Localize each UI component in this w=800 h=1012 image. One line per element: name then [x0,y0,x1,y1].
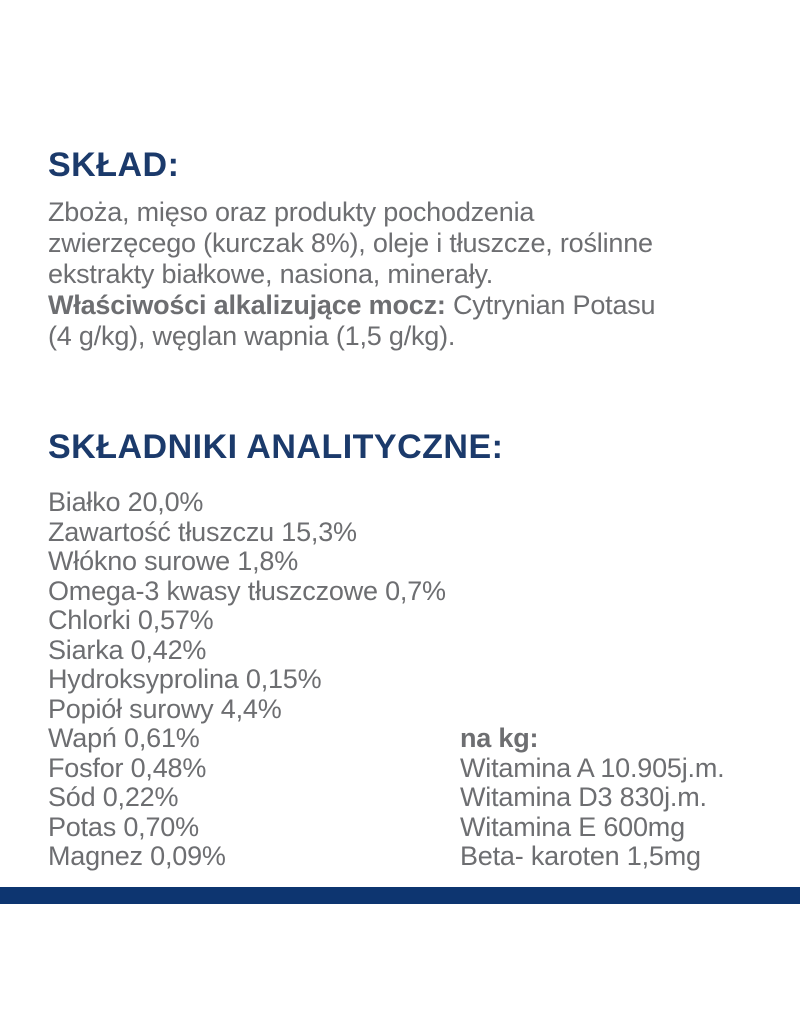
analytical-item: Sód 0,22% [48,782,179,812]
analytical-item: Zawartość tłuszczu 15,3% [48,516,357,547]
properties-label: Właściwości alkalizujące mocz: [48,290,446,320]
vitamin-item: Witamina D3 830j.m. [460,782,707,812]
analytical-list [48,488,446,872]
analytical-item: Włókno surowe 1,8% [48,546,299,576]
paragraph-line: Zboża, mięso oraz produkty pochodzenia [48,197,535,227]
analytical-item: Magnez 0,09% [48,841,226,871]
per-kg-heading: na kg: [460,723,539,753]
analytical-item: Fosfor 0,48% [48,752,207,783]
analytical-item: Popiół surowy 4,4% [48,693,282,724]
analytical-item: Omega-3 kwasy tłuszczowe 0,7% [48,575,446,606]
divider-bar [0,887,800,904]
analytical-item: Białko 20,0% [48,487,204,517]
paragraph-line-properties [48,290,778,321]
vitamin-item: Witamina E 600mg [460,811,685,842]
analytical-item: Siarka 0,42% [48,634,207,665]
analytical-item: Wapń 0,61% [48,723,200,753]
analytical-item: Chlorki 0,57% [48,605,214,635]
vitamin-item: Witamina A 10.905j.m. [460,752,725,783]
properties-value: Cytrynian Potasu [445,290,656,320]
sklad-section-heading: SKŁAD: [48,146,180,184]
analytical-item: Potas 0,70% [48,811,199,842]
per-kg-column [460,724,724,872]
analytical-section-heading: SKŁADNIKI ANALITYCZNE: [48,428,504,466]
analytical-item: Hydroksyprolina 0,15% [48,664,322,694]
sklad-paragraph [48,197,778,352]
paragraph-line: zwierzęcego (kurczak 8%), oleje i tłuszcze, roślinne [48,228,653,258]
paragraph-line: ekstrakty białkowe, nasiona, minerały. [48,259,494,289]
vitamin-item: Beta- karoten 1,5mg [460,841,701,871]
paragraph-line: (4 g/kg), węglan wapnia (1,5 g/kg). [48,321,456,351]
